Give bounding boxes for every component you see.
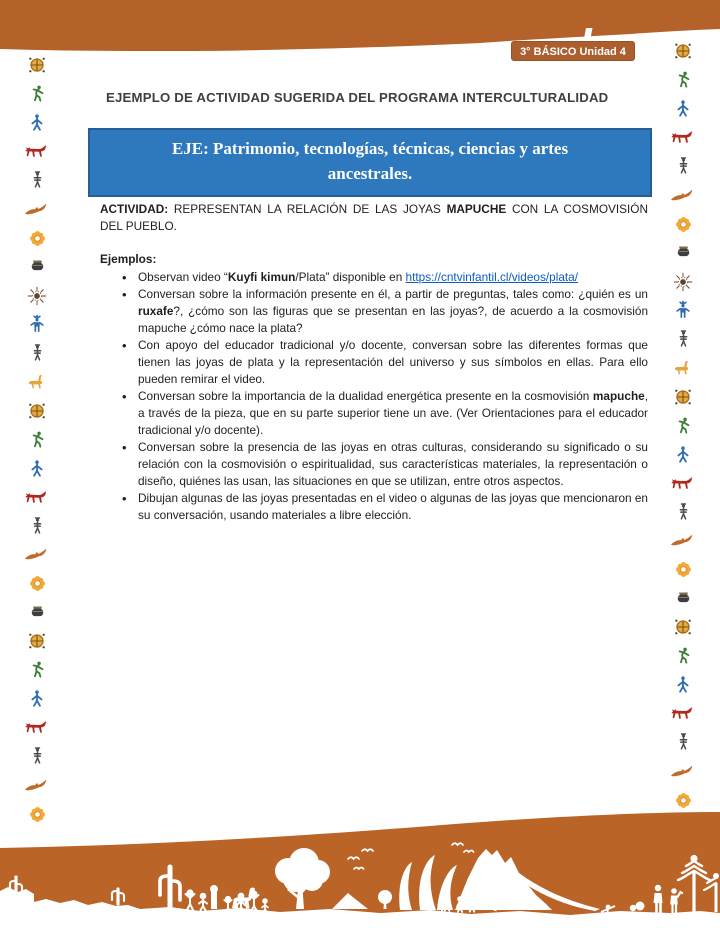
green-dancer-icon <box>27 80 47 109</box>
list-item <box>138 337 648 388</box>
list-item <box>138 269 648 286</box>
flower-icon <box>28 569 47 598</box>
red-fox-icon <box>670 123 696 152</box>
blue-figure-icon <box>673 671 693 700</box>
list-item <box>138 439 648 490</box>
ancestor-figure-icon <box>28 166 47 195</box>
ancestor-figure-icon <box>28 512 47 541</box>
list-item <box>138 490 648 524</box>
condor-icon <box>24 541 50 570</box>
text-run: ?, ¿cómo son las figuras que se presentan en las joyas?, de acuerdo a la cosmovisión mapuche ¿cómo nace la plata? <box>138 304 648 335</box>
llama-icon <box>26 368 48 397</box>
clay-pot-icon <box>674 584 693 613</box>
sun-icon <box>673 267 693 296</box>
activity-paragraph <box>100 201 648 235</box>
text-run: mapuche <box>592 389 645 403</box>
condor-icon <box>24 771 50 800</box>
condor-icon <box>670 757 696 786</box>
kultrun-icon <box>673 613 693 642</box>
flower-icon <box>28 224 47 253</box>
footer-illustration <box>0 805 720 932</box>
kultrun-icon <box>673 37 693 66</box>
text-run: , a través de la pieza, que en su parte superior tiene un ave. (Ver Orientaciones para el educador tradicional y/o docente). <box>138 389 648 437</box>
blue-figure-icon <box>27 685 47 714</box>
eje-banner: EJE: Patrimonio, tecnologías, técnicas, ciencias y artes ancestrales. <box>88 128 652 197</box>
list-item <box>138 286 648 337</box>
flower-icon <box>674 555 693 584</box>
blue-figure-icon <box>27 454 47 483</box>
text-run: Conversan sobre la importancia de la dualidad energética presente en la cosmovisión <box>138 389 593 403</box>
red-fox-icon <box>670 699 696 728</box>
unit-badge: 3° BÁSICO Unidad 4 <box>511 41 635 61</box>
ancestor-figure-icon <box>28 339 47 368</box>
left-icon-column <box>15 51 59 829</box>
blue-figure-icon <box>673 440 693 469</box>
text-run: MAPUCHE <box>446 202 507 216</box>
kultrun-icon <box>27 397 47 426</box>
page-title: EJEMPLO DE ACTIVIDAD SUGERIDA DEL PROGRAMA INTERCULTURALIDAD <box>106 90 609 105</box>
red-fox-icon <box>24 137 50 166</box>
green-dancer-icon <box>673 411 693 440</box>
condor-icon <box>670 181 696 210</box>
text-run: Kuyfi kimun <box>227 270 296 284</box>
text-run: /Plata” disponible en <box>295 270 406 284</box>
right-icon-column <box>661 37 705 815</box>
text-run: Observan video “ <box>138 270 228 284</box>
red-fox-icon <box>24 713 50 742</box>
chief-figure-icon <box>27 310 47 339</box>
text-run: Dibujan algunas de las joyas presentadas en el video o algunas de las joyas que mencionaron en su conversación, usando materiales a libre elección. <box>138 491 648 522</box>
kultrun-icon <box>27 51 47 80</box>
green-dancer-icon <box>27 656 47 685</box>
flower-icon <box>674 210 693 239</box>
chief-figure-icon <box>673 296 693 325</box>
clay-pot-icon <box>674 239 693 268</box>
kultrun-icon <box>27 627 47 656</box>
blue-figure-icon <box>673 95 693 124</box>
text-run: CON LA COSMOVISIÓN DEL PUEBLO. <box>100 202 648 233</box>
clay-pot-icon <box>28 598 47 627</box>
condor-icon <box>24 195 50 224</box>
ancestor-figure-icon <box>674 728 693 757</box>
ancestor-figure-icon <box>674 325 693 354</box>
text-run: ACTIVIDAD: <box>100 202 174 216</box>
condor-icon <box>670 527 696 556</box>
examples-label: Ejemplos: <box>100 252 157 266</box>
ancestor-figure-icon <box>28 742 47 771</box>
green-dancer-icon <box>27 425 47 454</box>
red-fox-icon <box>670 469 696 498</box>
green-dancer-icon <box>673 66 693 95</box>
ancestor-figure-icon <box>674 152 693 181</box>
text-run: Conversan sobre la información presente en él, a partir de preguntas, tales como: ¿quién es un <box>138 287 648 301</box>
examples-list <box>100 269 648 524</box>
clay-pot-icon <box>28 253 47 282</box>
kultrun-icon <box>673 383 693 412</box>
examples-section <box>100 251 648 524</box>
ancestor-figure-icon <box>674 498 693 527</box>
text-run: REPRESENTAN LA RELACIÓN DE LAS JOYAS <box>173 202 447 216</box>
text-run: Conversan sobre la presencia de las joyas en otras culturas, considerando su significado o su relación con la cosmovisión o espiritualidad, sus características materiales, la representación o diseño, quiénes las usan, las situaciones en que se utilizan, entre otros aspectos. <box>138 440 648 488</box>
text-run: ruxafe <box>138 304 174 318</box>
text-run: Con apoyo del educador tradicional y/o docente, conversan sobre las diferentes formas que tienen las joyas de plata y la representación del universo y sus símbolos en ellas. Para ello pueden remirar el video. <box>138 338 648 386</box>
video-link[interactable]: https://cntvinfantil.cl/videos/plata/ <box>405 270 579 284</box>
list-item <box>138 388 648 439</box>
green-dancer-icon <box>673 642 693 671</box>
llama-icon <box>672 354 694 383</box>
sun-icon <box>27 281 47 310</box>
blue-figure-icon <box>27 109 47 138</box>
red-fox-icon <box>24 483 50 512</box>
